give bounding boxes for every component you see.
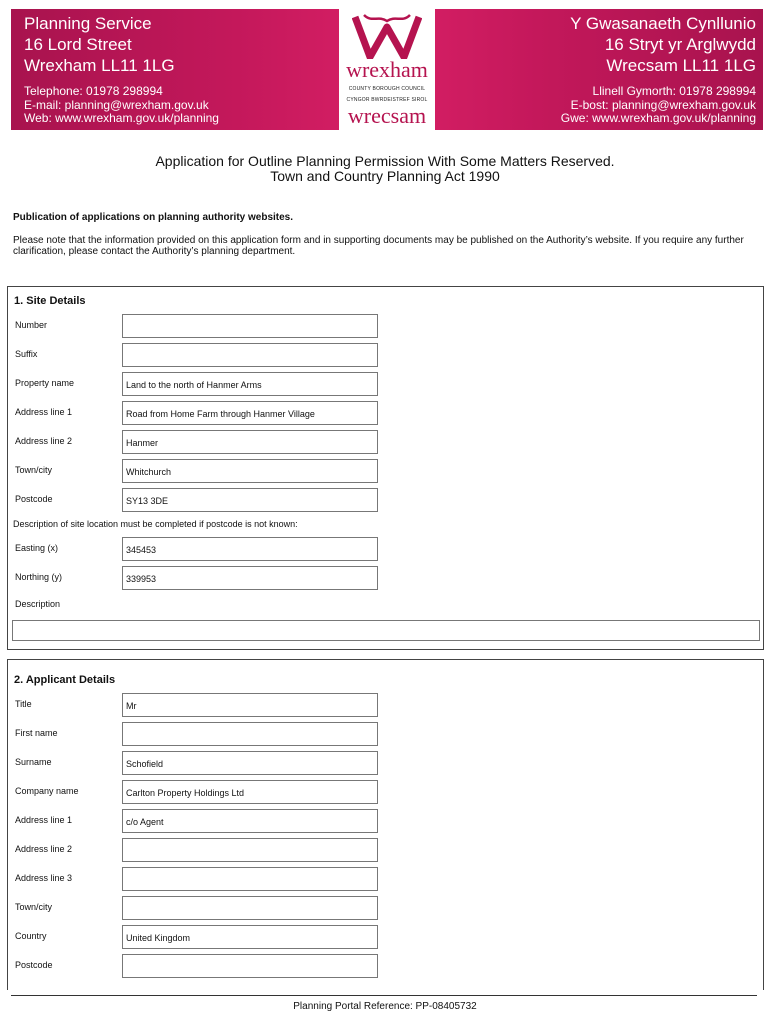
field-label: Address line 1 (15, 407, 73, 417)
applicant-field-first-name (8, 722, 763, 748)
company-name-field[interactable]: Carlton Property Holdings Ltd (122, 780, 378, 804)
service-town-welsh: Wrecsam LL11 1LG (606, 56, 756, 75)
service-town: Wrexham LL11 1LG (24, 56, 175, 75)
field-label: Company name (15, 786, 79, 796)
service-web: Web: www.wrexham.gov.uk/planning (24, 111, 219, 125)
site-field-address-line-1 (8, 401, 763, 427)
field-label: Easting (x) (15, 543, 59, 553)
title-field[interactable]: Mr (122, 693, 378, 717)
field-label: Northing (y) (15, 572, 63, 582)
description-label: Description (15, 599, 61, 609)
document-title (0, 154, 770, 184)
document-title-line2: Town and Country Planning Act 1990 (270, 168, 500, 184)
header-address-english (24, 13, 219, 126)
field-label: Postcode (15, 960, 53, 970)
service-web-welsh: Gwe: www.wrexham.gov.uk/planning (560, 111, 756, 125)
applicant-field-address-line-1 (8, 809, 763, 835)
field-label: Town/city (15, 465, 53, 475)
header-banner (11, 9, 763, 130)
town-field[interactable]: Whitchurch (122, 459, 378, 483)
applicant-field-company (8, 780, 763, 806)
first-name-field[interactable] (122, 722, 378, 746)
address-line-2-field[interactable] (122, 838, 378, 862)
service-telephone: Telephone: 01978 298994 (24, 84, 163, 98)
field-label: Property name (15, 378, 75, 388)
publication-heading: Publication of applications on planning authority websites. (13, 212, 294, 223)
country-field[interactable]: United Kingdom (122, 925, 378, 949)
section-heading: 1. Site Details (14, 295, 86, 307)
postcode-field[interactable]: SY13 3DE (122, 488, 378, 512)
applicant-field-postcode (8, 954, 763, 980)
footer-divider (11, 995, 757, 996)
applicant-field-surname (8, 751, 763, 777)
logo-council-welsh: CYNGOR BWRDEISTREF SIROL (346, 97, 428, 103)
site-field-property-name (8, 372, 763, 398)
field-label: Surname (15, 757, 52, 767)
logo-name-english: wrexham (346, 57, 428, 82)
header-address-welsh (561, 13, 756, 126)
location-note: Description of site location must be completed if postcode is not known: (13, 519, 298, 529)
field-label: Town/city (15, 902, 53, 912)
site-field-postcode (8, 488, 763, 514)
wrexham-w-icon (352, 13, 422, 59)
service-email-welsh: E-bost: planning@wrexham.gov.uk (570, 97, 756, 112)
site-field-address-line-2 (8, 430, 763, 456)
easting-field[interactable]: 345453 (122, 537, 378, 561)
postcode-field[interactable] (122, 954, 378, 978)
town-field[interactable] (122, 896, 378, 920)
document-title-line1: Application for Outline Planning Permission With Some Matters Reserved. (155, 153, 615, 169)
applicant-field-title (8, 693, 763, 719)
service-title-welsh: Y Gwasanaeth Cynllunio (570, 14, 756, 33)
service-telephone-welsh: Llinell Gymorth: 01978 298994 (592, 84, 756, 98)
address-line-1-field[interactable]: Road from Home Farm through Hanmer Village (122, 401, 378, 425)
applicant-details-section (7, 659, 764, 990)
property-name-field[interactable]: Land to the north of Hanmer Arms (122, 372, 378, 396)
northing-field[interactable]: 339953 (122, 566, 378, 590)
field-label: Address line 3 (15, 873, 73, 883)
portal-reference: Planning Portal Reference: PP-08405732 (293, 1001, 477, 1012)
service-street: 16 Lord Street (24, 35, 132, 54)
field-label: Suffix (15, 349, 38, 359)
applicant-field-country (8, 925, 763, 951)
field-label: Country (15, 931, 47, 941)
field-label: First name (15, 728, 58, 738)
site-field-easting (8, 537, 763, 563)
section-heading: 2. Applicant Details (14, 674, 116, 686)
logo-name-welsh: wrecsam (347, 103, 427, 128)
applicant-field-town (8, 896, 763, 922)
field-label: Address line 2 (15, 844, 73, 854)
address-line-1-field[interactable]: c/o Agent (122, 809, 378, 833)
service-title: Planning Service (24, 14, 152, 33)
applicant-field-address-line-3 (8, 867, 763, 893)
applicant-field-address-line-2 (8, 838, 763, 864)
field-label: Number (15, 320, 48, 330)
number-field[interactable] (122, 314, 378, 338)
council-logo (339, 9, 435, 130)
logo-council-english: COUNTY BOROUGH COUNCIL (348, 86, 426, 92)
address-line-3-field[interactable] (122, 867, 378, 891)
field-label: Title (15, 699, 32, 709)
description-field[interactable] (12, 620, 760, 641)
field-label: Postcode (15, 494, 53, 504)
address-line-2-field[interactable]: Hanmer (122, 430, 378, 454)
suffix-field[interactable] (122, 343, 378, 367)
field-label: Address line 2 (15, 436, 73, 446)
publication-note: Please note that the information provided on this application form and in supporting documents may be published on the Authority’s website. If you require any further clarification, please contact the Authority’s planning department. (13, 235, 744, 257)
field-label: Address line 1 (15, 815, 73, 825)
surname-field[interactable]: Schofield (122, 751, 378, 775)
service-email: E-mail: planning@wrexham.gov.uk (24, 97, 209, 112)
site-field-northing (8, 566, 763, 592)
service-street-welsh: 16 Stryt yr Arglwydd (604, 35, 756, 54)
site-field-suffix (8, 343, 763, 369)
site-field-town (8, 459, 763, 485)
site-field-number (8, 314, 763, 340)
site-details-section (7, 286, 764, 650)
